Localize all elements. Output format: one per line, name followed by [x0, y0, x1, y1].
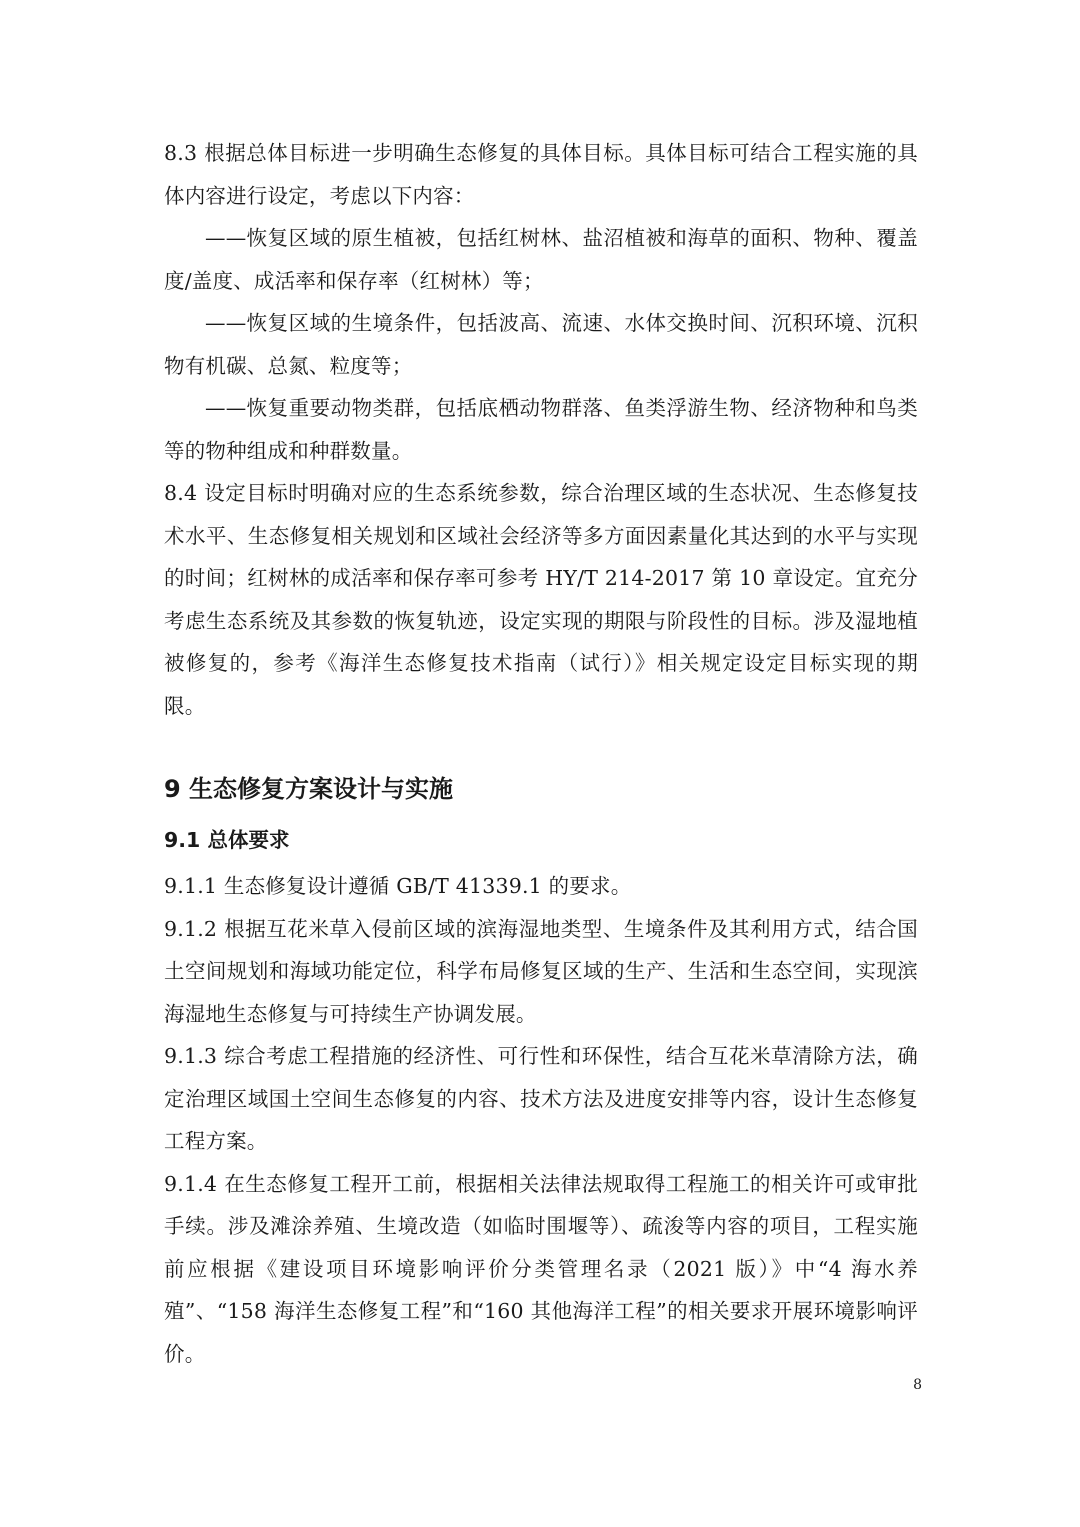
paragraph-9-1-4: 9.1.4 在生态修复工程开工前，根据相关法律法规取得工程施工的相关许可或审批手续。涉及滩涂养殖、生境改造（如临时围堰等）、疏浚等内容的项目，工程实施前应根据《建设项目环境影响评价分类管理名录（2021 版）》中“4 海水养殖”、“158 海洋生态修复工程”和“160 其他海洋工程”的相关要求开展环境影响评价。: [164, 1171, 918, 1366]
paragraph-9-1-1: 9.1.1 生态修复设计遵循 GB/T 41339.1 的要求。: [164, 874, 632, 898]
paragraph-9-1-3: 9.1.3 综合考虑工程措施的经济性、可行性和环保性，结合互花米草清除方法，确定治理区域国土空间生态修复的内容、技术方法及进度安排等内容，设计生态修复工程方案。: [164, 1044, 918, 1153]
section-9-1-heading: 9.1 总体要求: [164, 828, 290, 852]
list-item-habitat-conditions: ——恢复区域的生境条件，包括波高、流速、水体交换时间、沉积环境、沉积物有机碳、总氮、粒度等；: [164, 311, 918, 378]
paragraph-9-1-2: 9.1.2 根据互花米草入侵前区域的滨海湿地类型、生境条件及其利用方式，结合国土空间规划和海域功能定位，科学布局修复区域的生产、生活和生态空间，实现滨海湿地生态修复与可持续生产协调发展。: [164, 916, 918, 1026]
paragraph-8-4: 8.4 设定目标时明确对应的生态系统参数，综合治理区域的生态状况、生态修复技术水平、生态修复相关规划和区域社会经济等多方面因素量化其达到的水平与实现的时间；红树林的成活率和保存率可参考 HY/T 214-2017 第 10 章设定。宜充分考虑生态系统及其参数的恢复轨迹，设定实现的期限与阶段性的目标。涉及湿地植被修复的，参考《海洋生态修复技术指南（试行）》相关规定设定目标实现的期限。: [164, 481, 918, 718]
page-content: [164, 132, 918, 1375]
paragraph-8-3: 8.3 根据总体目标进一步明确生态修复的具体目标。具体目标可结合工程实施的具体内容进行设定，考虑以下内容：: [164, 141, 918, 208]
page-number: 8: [913, 1377, 922, 1393]
section-9-heading: 9 生态修复方案设计与实施: [164, 775, 454, 803]
list-item-animal-groups: ——恢复重要动物类群，包括底栖动物群落、鱼类浮游生物、经济物种和鸟类等的物种组成和种群数量。: [164, 396, 918, 463]
list-item-native-vegetation: ——恢复区域的原生植被，包括红树林、盐沼植被和海草的面积、物种、覆盖度/盖度、成活率和保存率（红树林）等；: [164, 226, 918, 293]
